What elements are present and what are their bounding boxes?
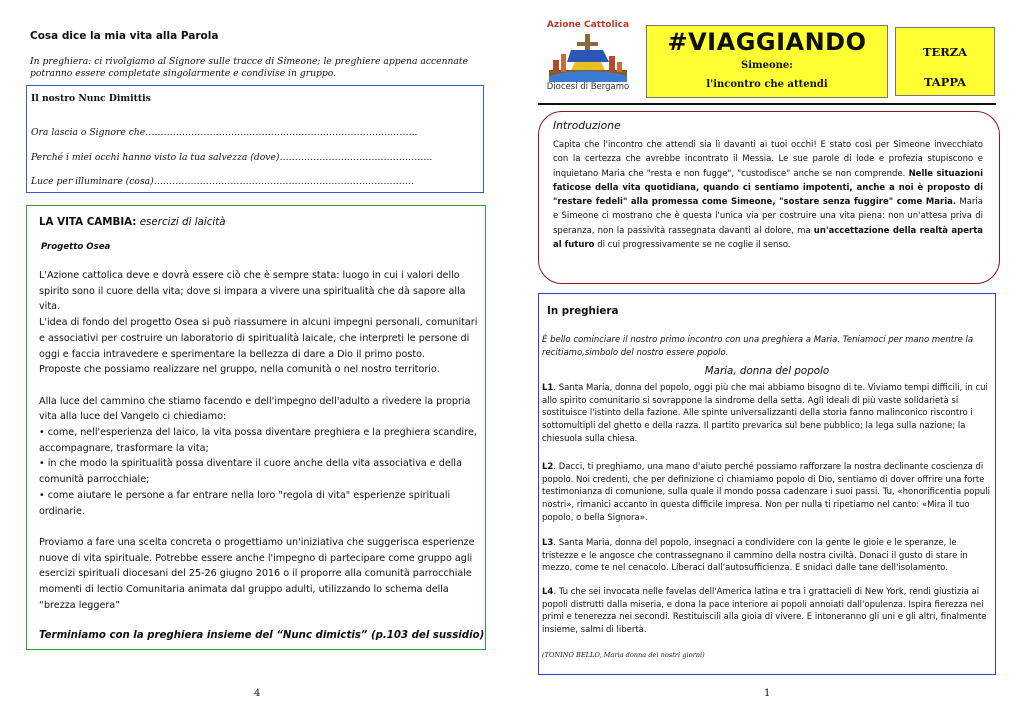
- blank-line: [39, 519, 479, 535]
- body-paragraph: Alla luce del cammino che stiamo facendo e dell'impegno dell'adulto a rivedere la propria vita alla luce del Vangelo ci chiediamo:: [39, 395, 471, 423]
- banner-subtitle-simeone: Simeone:: [741, 60, 793, 71]
- nunc-dimittis-box: [26, 85, 484, 193]
- intro-text-bold: Nelle situazioni faticose della vita quotidiana, quando ci sentiamo impotenti, anche a noi è proposto di "restare fedeli" alla promessa come Simeone, "sostare senza fuggire" come Maria.: [553, 168, 983, 208]
- progetto-osea-subtitle: Progetto Osea: [41, 242, 111, 252]
- vita-title-bold: LA VITA CAMBIA:: [39, 216, 137, 228]
- stanza-label: L4: [542, 587, 554, 597]
- prayer-heading: Maria, donna del popolo: [704, 365, 830, 377]
- stage-number: TERZA: [922, 45, 968, 59]
- body-paragraph: Proviamo a fare una scelta concreta o progettiamo un'iniziativa che suggerisca esperienze nuove di vita spirituale. Potrebbe essere anche l'impegno di partecipare come gruppo agli esercizi spirituali diocesani del 25-26 giugno 2016 o il proporre alla comunità parrocchiale momenti di lectio Comunitaria animata dal gruppo adulti, utilizzando lo schema della “brezza leggera”: [39, 536, 475, 611]
- closing-prayer-note: Terminiamo con la preghiera insieme del “Nunc dimictis” (p.103 del sussidio): [39, 630, 485, 641]
- stanza-text: . Dacci, ti preghiamo, una mano d'aiuto perché possiamo rafforzare la nostra declinante coscienza di popolo. Noi credenti, che per definizione ci chiamiamo popolo di Dio, sentiamo di dover offrire una forte testimonianza di comunione, sulla quale il mondo possa cadenzare i suoi passi. Tu, «honorificentia populi nostri», rimanici accanto in questa difficile impresa. Non per nulla ti ripetiamo nel canto: «Mira il tuo popolo, o bella Signora».: [542, 462, 990, 523]
- nunc-line: Ora lascia o Signore che……………………………………………………………………………..: [31, 127, 418, 138]
- logo-top-text: Azione Cattolica: [546, 20, 630, 30]
- stanza-label: L1: [542, 383, 554, 393]
- in-preghiera-box: [538, 293, 996, 675]
- nunc-line: Perché i miei occhi hanno visto la tua salvezza (dove)…………………………………………..: [31, 152, 433, 163]
- viaggiando-banner: [646, 25, 888, 98]
- introduzione-box: [538, 111, 1000, 284]
- body-paragraph: Proposte che possiamo realizzare nel gruppo, nella comunità o nel nostro territorio.: [39, 364, 440, 376]
- stage-label: TAPPA: [923, 75, 967, 89]
- stanza-text: . Santa Maria, donna del popolo, insegnaci a condividere con la gente le gioie e le speranze, le tristezze e le angosce che contrassegnano il cammino della nostra civiltà. Donaci il gusto di stare in mezzo, come te nel cenacolo. Liberaci dall'autosufficienza. E snidaci dalle tane dell'isolamento.: [542, 538, 968, 574]
- left-section-title: Cosa dice la mia vita alla Parola: [30, 30, 219, 42]
- nunc-line: Luce per illuminare (cosa)………………………………………………………………………….: [31, 176, 414, 187]
- vita-cambia-box: [26, 205, 486, 650]
- bullet-item: • in che modo la spiritualità possa diventare il cuore anche della vita associativa e della comunità parrocchiale;: [39, 458, 462, 486]
- stage-badge: [895, 27, 995, 96]
- azione-cattolica-logo: [541, 20, 635, 94]
- prayer-credit: (TONINO BELLO, Maria donna dei nostri giorni): [542, 651, 705, 659]
- page-number-left: 4: [254, 688, 261, 699]
- bullet-item: • come aiutare le persone a far entrare nella loro "regola di vita" esperienze spirituali ordinarie.: [39, 489, 451, 517]
- page-number-right: 1: [764, 688, 771, 699]
- stanza-text: . Santa Maria, donna del popolo, oggi più che mai abbiamo bisogno di te. Viviamo tempi difficili, in cui allo spirito comunitario si sovrappone la sindrome della setta. Agli ideali di più vaste solidarietà si sostituisce l'istinto della fazione. Alle spinte universalizzanti della storia fanno malinconico riscontro i sottomultipli del ghetto e della razza. Il partito prevarica sul bene pubblico; la lega sulla nazione; la chiesuola sulla chiesa.: [542, 383, 988, 444]
- vita-cambia-body: [39, 268, 479, 613]
- in-preghiera-intro: È bello cominciare il nostro primo incontro con una preghiera a Maria. Teniamoci per mano mentre la recitiamo,simbolo del nostro essere popolo.: [542, 335, 974, 358]
- prayer-stanza: [542, 537, 992, 575]
- left-intro-text: In preghiera: ci rivolgiamo al Signore sulle tracce di Simeone; le preghiere appena accennate potranno essere completate singolarmente e condivise in gruppo.: [30, 56, 469, 79]
- nunc-dimittis-title: Il nostro Nunc Dimittis: [31, 93, 151, 104]
- prayer-stanza: [542, 461, 992, 525]
- introduzione-title: Introduzione: [553, 119, 621, 132]
- logo-bottom-text: Diocesi di Bergamo: [546, 82, 630, 92]
- vita-cambia-title: [39, 216, 226, 228]
- prayer-stanza: [542, 586, 992, 637]
- stanza-label: L3: [542, 538, 554, 548]
- intro-text-bold: un'accettazione della realtà aperta al futuro: [553, 225, 984, 251]
- header-divider: [538, 103, 996, 105]
- bullet-item: • come, nell'esperienza del laico, la vita possa diventare preghiera e la preghiera scandire, accompagnare, trasformare la vita;: [39, 427, 477, 454]
- banner-title: #VIAGGIANDO: [667, 28, 867, 56]
- vita-title-italic: esercizi di laicità: [136, 216, 226, 228]
- intro-text: Maria e Simeone ci mostrano che è questa l'unica via per costruire una vita piena: non un'attesa priva di speranza, non la passività rassegnata davanti al dolore, ma: [553, 197, 983, 236]
- stanza-label: L2: [542, 462, 554, 472]
- introduzione-body: [553, 138, 983, 252]
- banner-subtitle-incontro: l'incontro che attendi: [706, 79, 828, 90]
- in-preghiera-title: In preghiera: [547, 305, 619, 317]
- body-paragraph: L'Azione cattolica deve e dovrà essere ciò che è sempre stata: luogo in cui i valori dello spirito sono il cuore della vita; dove si impara a vivere una spiritualità che dà sapore alla vita.: [39, 270, 466, 313]
- stanza-text: . Tu che sei invocata nelle favelas dell'America latina e tra i grattacieli di New York, rendi giustizia ai popoli distrutti dalla miseria, e dona la pace interiore ai popoli annoiati dall'opulenza. Ispira fierezza nei primi e tenerezza nei secondi. Restituiscili alla gioia di vivere. E intoneranno gli uni e gli altri, finalmente insieme, salmi di libertà.: [542, 587, 987, 636]
- blank-line: [39, 378, 479, 394]
- prayer-stanza: [542, 382, 992, 446]
- logo-emblem-icon: [549, 32, 627, 82]
- intro-text: Capita che l'incontro che attendi sia lì davanti ai tuoi occhi! E stato così per Simeone invecchiato con la certezza che avrebbe incontrato il Messia. Le sue parole di lode e profezia stupiscono e inquietano Maria che "resta e non fugge", "custodisce" anche se non comprende.: [553, 140, 983, 179]
- intro-text: di cui progressivamente se ne coglie il senso.: [594, 240, 791, 251]
- body-paragraph: L'idea di fondo del progetto Osea si può riassumere in alcuni impegni personali, comunitari e associativi per costruire un laboratorio di spiritualità laicale, che interpreti le persone di oggi e faccia intravedere e sperimentare la bellezza di dare a Dio il primo posto.: [39, 317, 478, 360]
